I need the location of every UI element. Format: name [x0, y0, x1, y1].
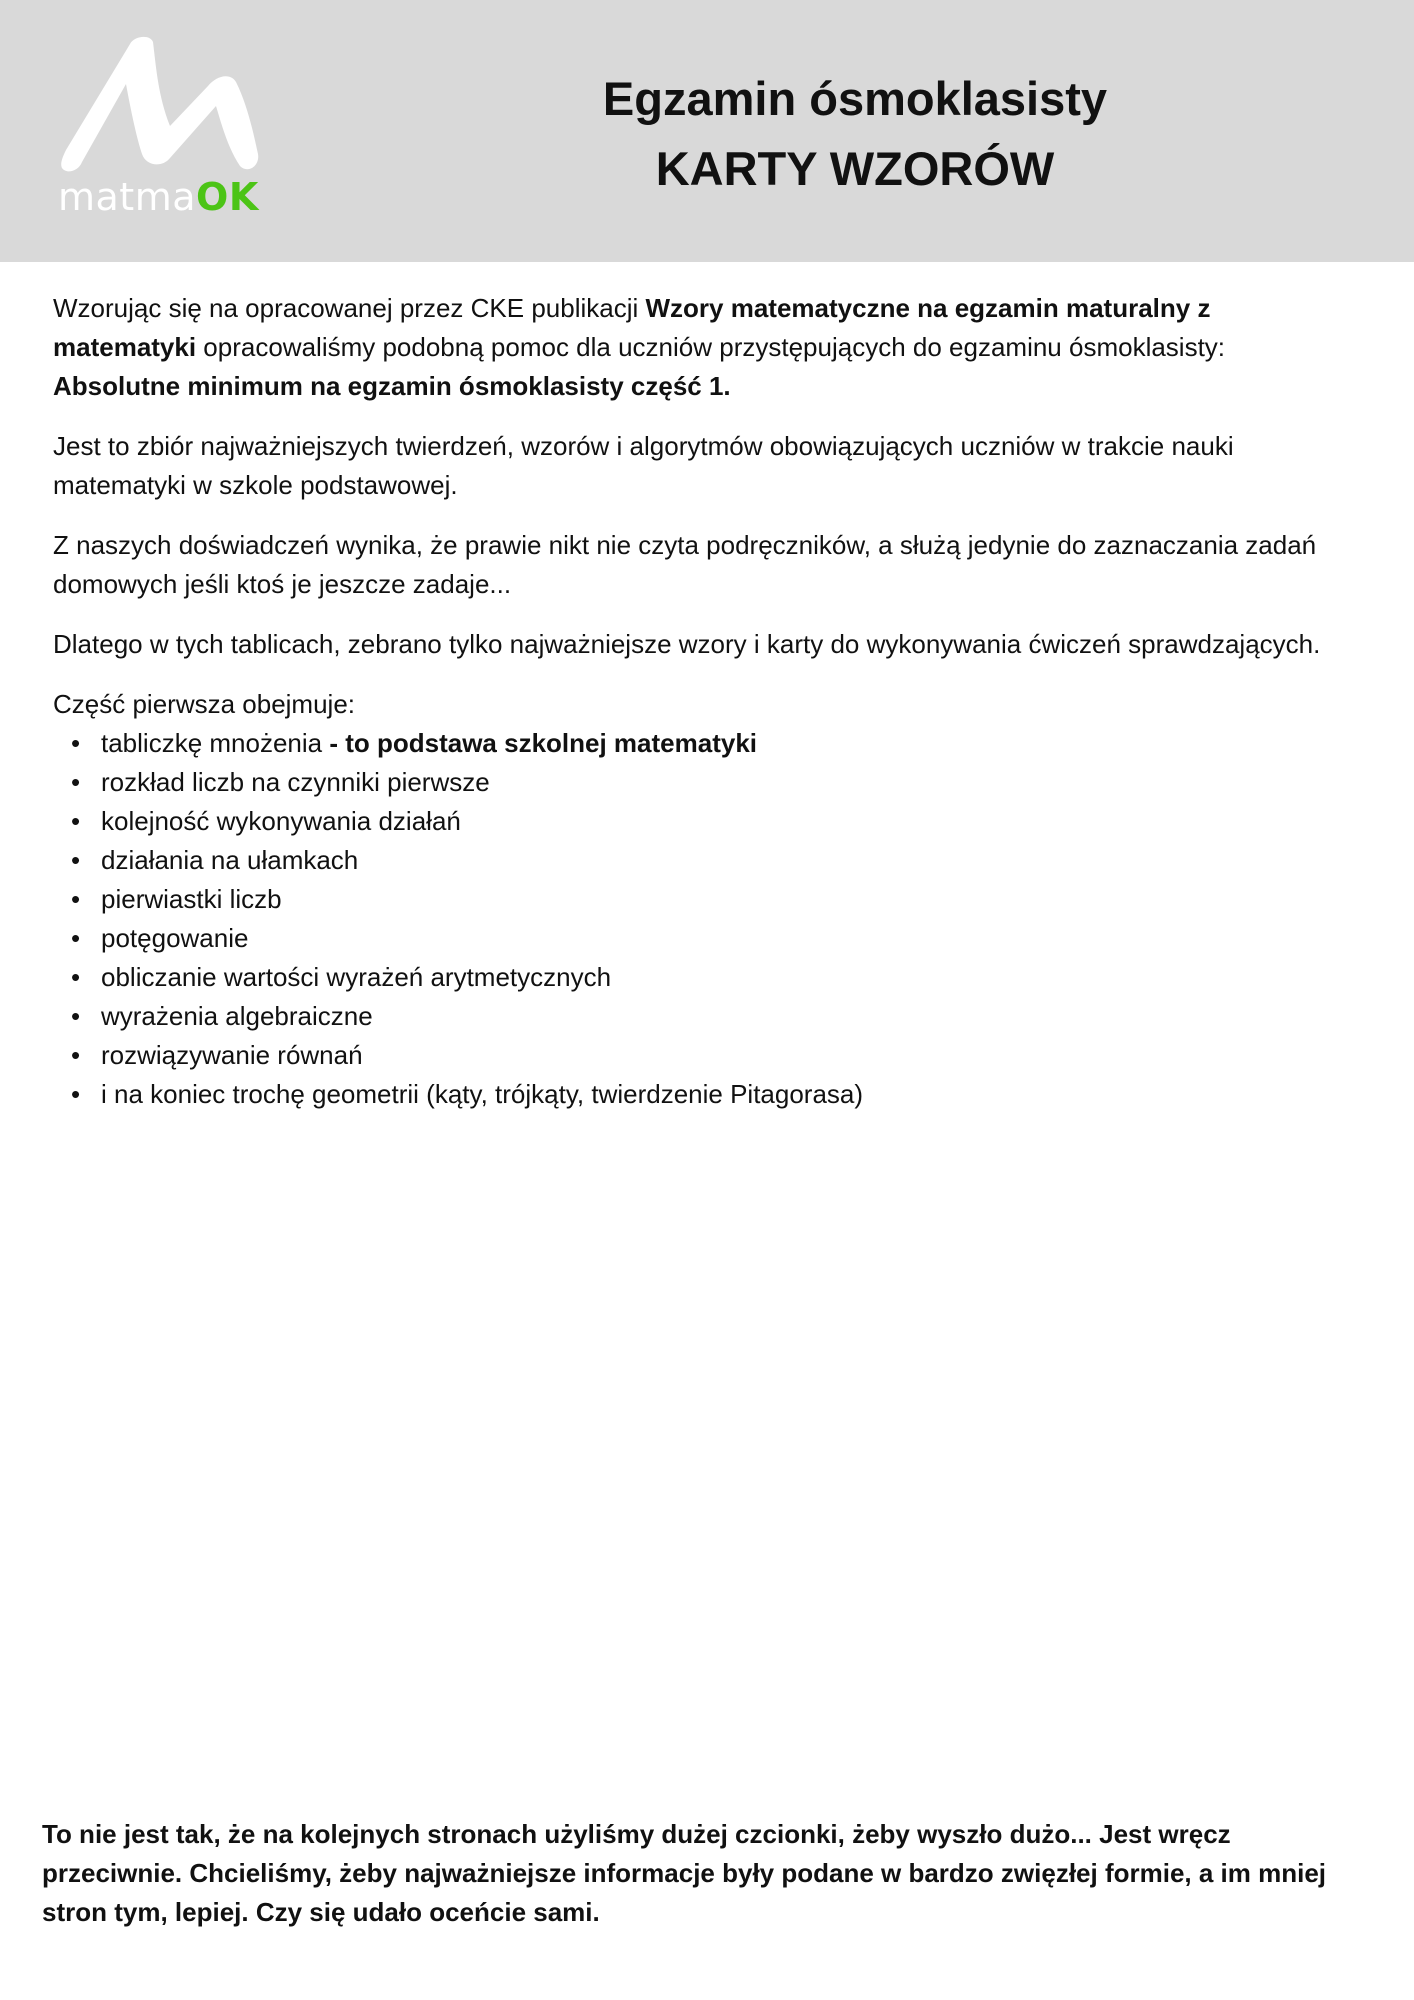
- list-item-text: rozwiązywanie równań: [101, 1040, 363, 1070]
- bullet-icon: •: [71, 962, 81, 992]
- list-item-text: działania na ułamkach: [101, 845, 359, 875]
- intro-paragraph-1: [53, 289, 1353, 406]
- intro-text: Wzorując się na opracowanej przez CKE publikacji: [53, 293, 646, 323]
- list-item: [53, 724, 1353, 763]
- list-item-text: i na koniec trochę geometrii (kąty, trójkąty, twierdzenie Pitagorasa): [101, 1079, 864, 1109]
- list-item: [53, 919, 1353, 958]
- topics-heading: Część pierwsza obejmuje:: [53, 689, 356, 719]
- list-item-text: tabliczkę mnożenia: [101, 728, 330, 758]
- title-line-1: Egzamin ósmoklasisty: [602, 72, 1108, 125]
- intro-text-cont: opracowaliśmy podobną pomoc dla uczniów przystępujących do egzaminu ósmoklasisty:: [196, 332, 1226, 362]
- footer-note: To nie jest tak, że na kolejnych stronach użyliśmy dużej czcionki, żeby wyszło dużo... Jest wręcz przeciwnie. Chcieliśmy, żeby najważniejsze informacje były podane w bardzo zwięzłej formie, a im mniej stron tym, lepiej. Czy się udało oceńcie sami.: [42, 1819, 1327, 1927]
- bullet-icon: •: [71, 884, 81, 914]
- bullet-icon: •: [71, 845, 81, 875]
- logo-text-ok: OK: [196, 175, 259, 219]
- bullet-icon: •: [71, 806, 81, 836]
- bullet-icon: •: [71, 1079, 81, 1109]
- logo-wordmark: [58, 175, 259, 219]
- list-item: [53, 997, 1353, 1036]
- title-line-2: KARTY WZORÓW: [655, 142, 1055, 195]
- publication-title: Wzory matematyczne na egzamin maturalny z matematyki: [53, 293, 1211, 362]
- logo-text-matma: matma: [58, 175, 197, 219]
- list-item-text: pierwiastki liczb: [101, 884, 282, 914]
- logo-m-icon: [58, 36, 263, 176]
- list-item: [53, 763, 1353, 802]
- list-item: [53, 1036, 1353, 1075]
- list-item: [53, 880, 1353, 919]
- bullet-icon: •: [71, 1001, 81, 1031]
- booklet-title: Absolutne minimum na egzamin ósmoklasisty część 1.: [53, 371, 731, 401]
- intro-paragraph-2: Jest to zbiór najważniejszych twierdzeń, wzorów i algorytmów obowiązujących uczniów w trakcie nauki matematyki w szkole podstawowej.: [53, 431, 1234, 500]
- list-item-text: wyrażenia algebraiczne: [101, 1001, 373, 1031]
- intro-paragraph-3: Z naszych doświadczeń wynika, że prawie nikt nie czyta podręczników, a służą jedynie do zaznaczania zadań domowych jeśli ktoś je jeszcze zadaje...: [53, 530, 1317, 599]
- matmaok-logo: [58, 36, 263, 226]
- list-item-text: obliczanie wartości wyrażeń arytmetycznych: [101, 962, 612, 992]
- list-item: [53, 841, 1353, 880]
- list-item-text: kolejność wykonywania działań: [101, 806, 461, 836]
- intro-paragraph-4: Dlatego w tych tablicach, zebrano tylko najważniejsze wzory i karty do wykonywania ćwiczeń sprawdzających.: [53, 629, 1321, 659]
- list-item: [53, 1075, 1353, 1114]
- list-item: [53, 802, 1353, 841]
- bullet-icon: •: [71, 1040, 81, 1070]
- list-item-text: rozkład liczb na czynniki pierwsze: [101, 767, 490, 797]
- bullet-icon: •: [71, 728, 81, 758]
- page-title: [520, 64, 1190, 204]
- list-item-text: potęgowanie: [101, 923, 249, 953]
- list-item: [53, 958, 1353, 997]
- bullet-icon: •: [71, 923, 81, 953]
- main-content: [53, 289, 1353, 1114]
- list-item-emphasis: - to podstawa szkolnej matematyki: [329, 728, 758, 758]
- topics-list: [53, 724, 1353, 1114]
- header-banner: [0, 0, 1414, 262]
- bullet-icon: •: [71, 767, 81, 797]
